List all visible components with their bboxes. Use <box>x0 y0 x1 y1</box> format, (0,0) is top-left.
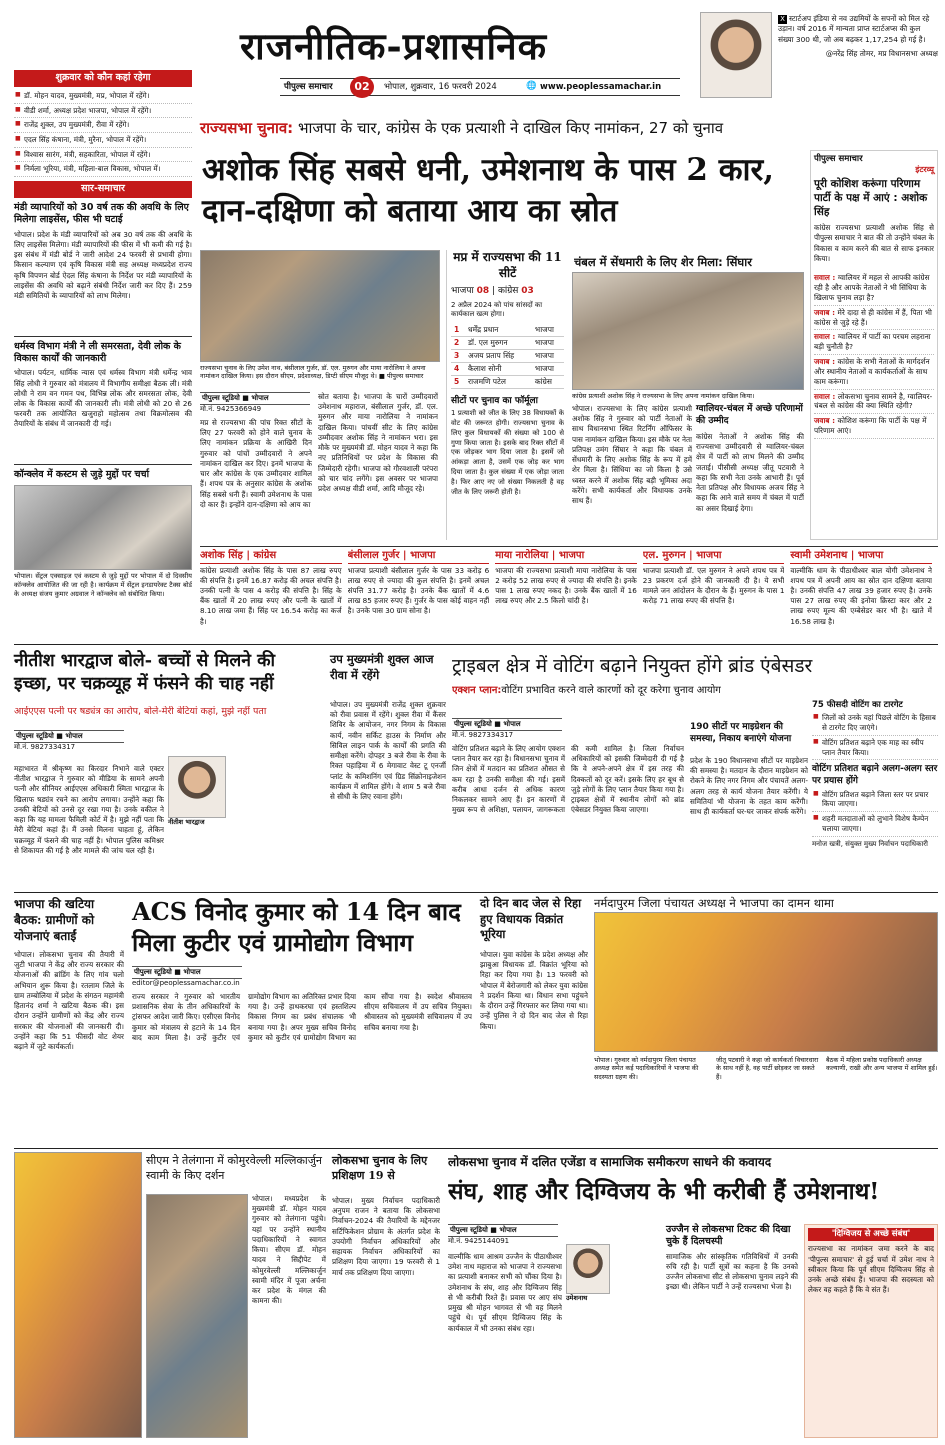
candidate-party: कांग्रेस <box>253 550 277 561</box>
list-item: ■ जिलों को उनके यहां पिछले वोटिंग के हिसाब से टारगेट दिए जाएंगे। <box>812 711 938 735</box>
qa-item <box>814 390 934 415</box>
list-item: ■ राजेंद्र शुक्ल, उप मुख्यमंत्री, रीवा में रहेंगे। <box>14 118 192 133</box>
lead-byline: पीपुल्स स्टूडियो ■ भोपाल <box>200 392 310 405</box>
story2-headline: धर्मस्व विभाग मंत्री ने ली समरसता, देवी लोक के विकास कार्यों की जानकारी <box>14 336 192 366</box>
candidate-party: भाजपा <box>410 550 436 561</box>
qa-label: सवाल : <box>814 391 838 401</box>
qa-item <box>814 330 934 355</box>
qa-item <box>814 355 934 390</box>
story3-caption: भोपाल। सेंट्रल एक्साइज एवं कस्टम से जुड़े मुद्दों पर भोपाल में दो दिवसीय कॉन्क्लेव आयोजित की जा रही है। कार्यक्रम में सेंट्रल इनडायरेक्ट टैक्स बोर्ड के अध्यक्ष संजय कुमार अग्रवाल ने कॉन्क्लेव को संबोधित किया। <box>14 571 192 599</box>
tribal-sidebar <box>812 700 938 890</box>
formula-headline: सीटों पर चुनाव का फॉर्मूला <box>451 396 538 407</box>
seats-bjp-count: 08 <box>476 286 490 297</box>
qa-label: सवाल : <box>814 332 838 342</box>
bhardwaj-body: महाभारत में श्रीकृष्ण का किरदार निभाने वाले एक्टर नीतीश भारद्वाज ने गुरुवार को मीडिया के सामने अपनी पत्नी और सीनियर आईएएस अधिकारी स्मिता भारद्वाज के खिलाफ षड्यंत्र रचने का आरोप लगाया। उन्होंने कहा कि उनकी बेटियों को उनसे दूर रखा गया है। उनके वकील ने कहा कि यह मामला फैमिली कोर्ट में है। मुझे नहीं पता कि मेरी बेटियां कहां हैं। मैं उनसे मिलना चाहता हूं, लेकिन चक्रव्यूह में फंसने की चाह नहीं है। भोपाल पुलिस कमिश्नर से शिकायत की गई है और मामले की जांच चल रही है। <box>14 764 164 855</box>
qa-text: कांग्रेस के सभी नेताओं के मार्गदर्शन और स्थानीय नेताओं व कार्यकर्ताओं के साथ काम करूंगा। <box>814 357 930 386</box>
candidate-body: भाजपा प्रत्याशी बंसीलाल गुर्जर के पास 33 करोड़ 6 लाख रुपए से ज्यादा की कुल संपत्ति है। इनमें अचल संपत्ति 31.77 करोड़ है। उनके बैंक खातों में 4.6 लाख 85 हजार रुपए हैं। गुर्जर के पास कोई वाहन नहीं है। उनके पास 30 ग्राम सोना है। <box>347 565 490 616</box>
list-item: ■ निर्मला भूरिया, मंत्री, महिला-बाल विकास, भोपाल में। <box>14 162 192 177</box>
lead-body-col2: स्रोत बताया है। भाजपा के चारों उम्मीदवारों उमेशनाथ महाराज, बंसीलाल गुर्जर, डॉ. एल. मुरुगन और माया नारोलिया ने नामांकन दाखिल किया। पांचवीं सीट के लिए कांग्रेस उम्मीदवार अशोक सिंह ने नामांकन भरा। इस मौके पर मुख्यमंत्री डॉ. मोहन यादव ने कहा कि नए प्रतिनिधियों पर प्रदेश के विकास की जिम्मेदारी रहेगी। भाजपा को गौरवशाली परंपरा को चार चांद लगेंगे। इस अवसर पर भाजपा प्रदेश अध्यक्ष वीडी शर्मा, आदि मौजूद रहे। <box>318 392 438 493</box>
seats-split: भाजपा 08 | कांग्रेस 03 <box>451 286 534 297</box>
candidate-body: कांग्रेस प्रत्याशी अशोक सिंह के पास 87 लाख रुपए की संपत्ति है। इनमें 16.87 करोड़ की अचल संपत्ति है। उनकी पत्नी के पास 4 करोड़ की संपत्ति है। सिंह के बैंक खातों में 20 लाख रुपए और पत्नी के खातों में 8.10 लाख जमा हैं। सिंह पर 16.54 करोड़ का कर्ज है। <box>200 565 342 626</box>
bhardwaj-headline: नीतीश भारद्वाज बोले- बच्चों से मिलने की इच्छा, पर चक्रव्यूह में फंसने की चाह नहीं <box>14 651 276 694</box>
member-number: 5 <box>451 376 465 389</box>
qa-item <box>814 306 934 331</box>
members-table <box>451 324 564 390</box>
story1-headline: मंडी व्यापारियों को 30 वर्ष तक की अवधि के लिए मिलेगा लाइसेंस, फीस भी घटाई <box>14 201 189 226</box>
tribal-kicker-label: एक्शन प्लान: <box>452 685 502 696</box>
candidate-card <box>200 549 342 635</box>
qa-text: मेरे दादा से ही कांग्रेस में हैं, पिता भी कांग्रेस से जुड़े रहे हैं। <box>814 307 932 327</box>
chambal-photo <box>572 272 804 390</box>
saar-header: सार-समाचार <box>14 181 192 198</box>
umesh-side-headline: उज्जैन से लोकसभा टिकट की दिखा चुके हैं दिलचस्पी <box>666 1224 791 1248</box>
seats-cong-count: 03 <box>521 286 534 297</box>
list-item: ■ वीडी शर्मा, अध्यक्ष प्रदेश भाजपा, भोपाल में रहेंगे। <box>14 104 192 119</box>
bhardwaj-byline: पीपुल्स स्टूडियो ■ भोपाल <box>14 730 124 743</box>
candidate-card <box>348 549 490 635</box>
page-number: 02 <box>350 76 374 98</box>
kcr-headline: सीएम ने तेलंगाना में कोमुरवेल्ली मल्लिकार्जुन स्वामी के किए दर्शन <box>146 1154 323 1182</box>
candidate-headline: एल. मुरुगन | भाजपा <box>643 549 785 564</box>
globe-icon: 🌐 <box>526 81 537 91</box>
conclave-photo <box>14 485 192 570</box>
lead-photo-caption: राज्यसभा चुनाव के लिए उमेश नाथ, बंसीलाल गुर्जर, डॉ. एल. मुरुगन और माया नारोलिया ने अपना नामांकन दाखिल किया। इस दौरान सीएम, प्रदेशाध्यक्ष, डिप्टी सीएम मौजूद थे। ■ पीपुल्स समाचार <box>200 364 426 381</box>
list-item: ■ डॉ. मोहन यादव, मुख्यमंत्री, मप्र, भोपाल में रहेंगे। <box>14 89 192 104</box>
candidate-name: माया नारोलिया <box>495 550 549 561</box>
tribal-side2-list <box>812 711 938 760</box>
khatiya-body: भोपाल। लोकसभा चुनाव की तैयारी में जुटी भाजपा ने केंद्र और राज्य सरकार की योजनाओं की ब्रांडिंग के लिए गांव चलो अभियान शुरू किया है। रतलाम जिले के ग्राम तम्बोलिया में प्रदेश के संगठन महामंत्री हितानंद शर्मा ने खटिया बैठक की। इस दौरान उन्होंने ग्रामीणों को केंद्र और राज्य सरकार की योजनाओं की जानकारी दी। उन्होंने कहा कि 51 फीसदी वोट शेयर बढ़ाने में जुटे कार्यकर्ता। <box>14 950 124 1051</box>
narmadapuram-headline: नर्मदापुरम जिला पंचायत अध्यक्ष ने भाजपा का दामन थामा <box>594 896 834 910</box>
story2-body: भोपाल। पर्यटन, धार्मिक न्यास एवं धर्मस्व विभाग मंत्री धर्मेन्द्र भाव सिंह लोधी ने गुरुवार को मंत्रालय में विभागीय समीक्षा बैठक ली। मंत्री लोधी ने राम वन गमन पथ, विभिन्न लोक और समरसता लोक, देवी लोक के विकास कार्यों की जानकारी ली। मंत्री लोधी को 20 से 26 फरवरी तक आयोजित खजुराहो महोत्सव तथा विक्रमोत्सव की तैयारियों के संबंध में जानकारी दी गई। <box>14 368 192 429</box>
seats-note: 2 अप्रैल 2024 को पांच सांसदों का कार्यकाल खत्म होगा। <box>451 301 543 319</box>
tribal-side3-headline: वोटिंग प्रतिशत बढ़ाने अलग-अलग स्तर पर प्रयास होंगे <box>812 764 938 787</box>
member-name: धर्मेंद्र प्रधान <box>465 324 532 337</box>
seats-cong-label: कांग्रेस <box>497 286 519 297</box>
chambal-caption: कांग्रेस प्रत्याशी अशोक सिंह ने राज्यसभा के लिए अपना नामांकन दाखिल किया। <box>572 392 755 400</box>
member-name: राजमणि पटेल <box>465 376 532 389</box>
acs-headline: ACS विनोद कुमार को 14 दिन बाद मिला कुटीर एवं ग्रामोद्योग विभाग <box>132 897 461 958</box>
candidate-headline: माया नारोलिया | भाजपा <box>495 549 637 564</box>
candidate-party: भाजपा <box>857 550 884 561</box>
kcr-photo <box>146 1194 248 1438</box>
list-item: ■ वोटिंग प्रतिशत बढ़ाने एक माह का स्वीप प्लान तैयार किया। <box>812 736 938 760</box>
member-number: 2 <box>451 336 465 349</box>
quote-author: @नरेंद्र सिंह तोमर, मप्र विधानसभा अध्यक्ष <box>825 49 938 59</box>
dateline-bar <box>280 78 680 96</box>
tribal-side3-body: मनोज खत्री, संयुक्त मुख्य निर्वाचन पदाधिकारी <box>812 839 928 848</box>
member-name: अजय प्रताप सिंह <box>465 349 532 362</box>
tribal-side1-body: प्रदेश के 190 विधानसभा सीटों पर माइग्रेशन की समस्या है। मतदान के दौरान माइग्रेशन को रोकने के लिए नगर निगम और पंचायतें अलग-अलग तरह से कार्य योजना तैयार करेंगी। ये समितियां भी योजना के तहत काम करेंगी। साथ ही कार्यकर्ता घर-घर जाकर संपर्क करेंगे। <box>690 756 808 817</box>
member-party: भाजपा <box>532 349 564 362</box>
umesh-headline: संघ, शाह और दिग्विजय के भी करीबी हैं उमेशनाथ! <box>448 1178 880 1205</box>
formula-body: 1 प्रत्याशी को जीत के लिए 38 विधायकों के वोट की जरूरत होगी। राज्यसभा चुनाव के लिए कुल विधायकों की संख्या को 100 से गुणा किया जाता है। इसके बाद रिक्त सीटों में एक जोड़कर भाग दिया जाता है। इसमें जो आंकड़ा आता है, उसमें एक जोड़ कर भाग दिया जाता है। कुल संख्या में एक जोड़ा जाता है। फिर आए नए जो संख्या निकलती है वह जीत के लिए जरूरी होती है। <box>451 409 564 496</box>
umesh-photo-caption: उमेशनाथ <box>566 1294 588 1302</box>
list-item: ■ एदल सिंह कंषाना, मंत्री, मुरैना, भोपाल में रहेंगे। <box>14 133 192 148</box>
candidate-body: भाजपा प्रत्याशी डॉ. एल मुरुगन ने अपने शपथ पत्र में 23 प्रकरण दर्ज होने की जानकारी दी है। ये सभी मामले जन आंदोलन के दौरान के हैं। मुरुगन के पास 1 करोड़ 71 लाख रुपए की संपत्ति है। <box>642 565 785 606</box>
seats-bjp-label: भाजपा <box>451 286 474 297</box>
member-party: कांग्रेस <box>532 376 564 389</box>
member-party: भाजपा <box>532 362 564 375</box>
qa-label: सवाल : <box>814 273 838 283</box>
story3-headline: कॉन्क्लेव में कस्टम से जुड़े मुद्दों पर चर्चा <box>14 464 192 481</box>
candidate-headline: बंसीलाल गुर्जर | भाजपा <box>348 549 490 564</box>
member-party: भाजपा <box>532 324 564 337</box>
candidate-headline: अशोक सिंह | कांग्रेस <box>200 549 342 564</box>
interview-box <box>810 150 938 540</box>
candidate-name: बंसीलाल गुर्जर <box>347 550 400 561</box>
website-link[interactable]: www.peoplessamachar.in <box>540 82 662 92</box>
left-rail <box>14 70 192 620</box>
khatiya-headline: भाजपा की खटिया बैठक: ग्रामीणों को योजनाएं बताईं <box>14 897 95 944</box>
kcr-body: भोपाल। मध्यप्रदेश के मुख्यमंत्री डॉ. मोहन यादव गुरुवार को तेलंगाना पहुंचे। यहां पर उन्होंने स्थानीय पदाधिकारियों ने स्वागत किया। सीएम डॉ. मोहन यादव ने सिद्दीपेट में कोमुरवेल्ली मल्लिकार्जुन स्वामी मंदिर में पूजा अर्चना कर प्रदेश के मंगल की कामना की। <box>252 1194 326 1306</box>
candidate-card <box>495 549 637 635</box>
brand-name: पीपुल्स समाचार <box>284 82 333 92</box>
table-row <box>451 376 564 389</box>
table-row <box>451 336 564 349</box>
umesh-side <box>666 1224 798 1438</box>
qa-text: लोकसभा चुनाव सामने है, ग्वालियर-चंबल से कांग्रेस की क्या स्थिति रहेगी? <box>814 391 933 411</box>
umesh-body: वाल्मीकि धाम आश्रम उज्जैन के पीठाधीश्वर उमेश नाथ महाराज को भाजपा ने राज्यसभा का प्रत्याशी बनाकर सभी को चौंका दिया है। उमेशनाथ के संघ, शाह और दिग्विजय सिंह से भी करीबी रिश्ते हैं। प्रवास पर आए संघ प्रमुख श्री मोहन भागवत से भी वह मिलने पहुंचे थे। पूर्व सीएम दिग्विजय सिंह के कार्यकाल में भी उनका संबंध रहा। <box>448 1252 562 1333</box>
gwalior-body: कांग्रेस नेताओं ने अशोक सिंह की राज्यसभा उम्मीदवारी से ग्वालियर-चंबल क्षेत्र में पार्टी को लाभ मिलने की उम्मीद जताई। पीसीसी अध्यक्ष जीतू पटवारी ने कहा कि सभी नेता उनके आभारी हैं। पूर्व नेता प्रतिपक्ष और विधायक अजय सिंह ने कहा कि आने वाले समय में चंबल में पार्टी का असर दिखाई देगा। <box>696 432 804 513</box>
list-item: ■ शहरी मतदाताओं को लुभाने विशेष कैम्पेन चलाया जाएगा। <box>812 812 938 836</box>
lead-headline: अशोक सिंह सबसे धनी, उमेशनाथ के पास 2 कार, दान-दक्षिणा को बताया आय का स्रोत <box>202 152 775 229</box>
member-number: 1 <box>451 324 465 337</box>
interview-brand: पीपुल्स समाचार <box>814 154 863 164</box>
chambal-headline: चंबल में सेंधमारी के लिए शेर मिला: सिंघार <box>574 255 752 269</box>
narmadapuram-caption1: भोपाल। गुरुवार को नर्मदापुरम जिला पंचायत अध्यक्ष समेत कई पदाधिकारियों ने भाजपा की सदस्यता ग्रहण की। <box>594 1056 699 1081</box>
dateline: भोपाल, शुक्रवार, 16 फरवरी 2024 <box>384 82 497 92</box>
lead-kicker-label: राज्यसभा चुनाव: <box>200 119 294 137</box>
narmadapuram-caption3: बैठक में महिला प्रकोष्ठ पदाधिकारी अध्यक्ष कल्याणी, राखी और अन्य भाजपा में शामिल हुईं। <box>826 1056 938 1073</box>
umesh-box-headline: 'दिग्विजय से अच्छे संबंध' <box>808 1228 934 1241</box>
candidate-headline: स्वामी उमेशनाथ | भाजपा <box>790 549 932 564</box>
qa-text: ग्वालियर में पार्टी का परचम लहराना बड़ी चुनौती है? <box>814 332 931 352</box>
author-photo <box>700 12 772 98</box>
x-icon: X <box>778 15 787 24</box>
chambal-body: भोपाल। राज्यसभा के लिए कांग्रेस प्रत्याशी अशोक सिंह ने गुरुवार को पार्टी नेताओं के साथ विधानसभा स्थित रिटर्निंग ऑफिसर के पास नामांकन दाखिल किया। इस मौके पर नेता प्रतिपक्ष उमंग सिंघार ने कहा कि चंबल में सेंधमारी के लिए अशोक सिंह के रूप में हमें शेर मिला है। सिंधिया का जो किला है उसे ध्वस्त करने में अशोक सिंह बड़ी भूमिका अदा करेंगे। सभी कार्यकर्ता और विधायक उनके साथ हैं। <box>572 404 692 505</box>
candidate-party: भाजपा <box>558 550 585 561</box>
bhardwaj-subhead: आईएएस पत्नी पर षड्यंत्र का आरोप, बोले-मेरी बेटियां कहां, मुझे नहीं पता <box>14 706 267 717</box>
tribal-side2-headline: 75 फीसदी वोटिंग का टारगेट <box>812 700 903 710</box>
gwalior-headline: ग्वालियर-चंबल में अच्छे परिणामों की उम्मीद <box>696 404 803 426</box>
narmadapuram-photo-main <box>594 912 938 1052</box>
table-row <box>451 349 564 362</box>
seats-box <box>446 250 564 540</box>
umesh-box <box>804 1224 938 1438</box>
whos-where-list <box>14 89 192 177</box>
member-party: भाजपा <box>532 336 564 349</box>
bhardwaj-phone: मो.नं. 9827334317 <box>14 743 76 751</box>
interview-intro: कांग्रेस राज्यसभा प्रत्याशी अशोक सिंह से पीपुल्स समाचार ने बात की तो उन्होंने चंबल के विकास व काम करने की बात से साफ इनकार किया। <box>814 223 934 263</box>
lead-photo <box>200 250 440 362</box>
seats-title: मप्र में राज्यसभा की 11 सीटें <box>453 250 562 280</box>
member-name: डॉ. एल मुरुगन <box>465 336 532 349</box>
candidate-body: वाल्मीकि धाम के पीठाधीश्वर बाल योगी उमेशनाथ ने शपथ पत्र में अपनी आय का स्रोत दान दक्षिणा बताया है। उनकी संपत्ति 47 लाख 39 हजार रुपए है। उनके पास 27 लाख रुपए की इनोवा क्रिस्टा कार और 2 लाख रुपए मूल्य की एम्बेसेडर कार भी है। खाते में 16.58 लाख है। <box>790 565 932 626</box>
interview-qa <box>814 271 934 439</box>
training-headline: लोकसभा चुनाव के लिए प्रशिक्षण 19 से <box>332 1154 428 1182</box>
qa-text: ग्वालियर में महल से आपकी कांग्रेस रही है और आपके नेताओं ने भी सिंधिया के खिलाफ चुनाव लड़ा है? <box>814 273 930 302</box>
table-row <box>451 362 564 375</box>
tribal-headline: ट्राइबल क्षेत्र में वोटिंग बढ़ाने नियुक्त होंगे ब्रांड एंबेसडर <box>452 655 813 677</box>
lead-body-col1: मप्र से राज्यसभा की पांच रिक्त सीटों के लिए 27 फरवरी को होने वाले चुनाव के लिए नामांकन प्रक्रिया के आखिरी दिन गुरुवार को पांचों उम्मीदवारों ने अपने नामांकन दाखिल कर दिए। इनमें भाजपा के चार और कांग्रेस के एक उम्मीदवार शामिल हैं। शपथ पत्र के अनुसार कांग्रेस के अशोक सिंह सबसे धनी हैं। स्वामी उमेशनाथ के पास दो कार हैं। इन्होंने दान-दक्षिणा को आय का <box>200 418 312 509</box>
acs-body: राज्य सरकार ने गुरुवार को भारतीय प्रशासनिक सेवा के तीन अधिकारियों के ट्रांसफर आदेश जारी किए। एसीएस विनोद कुमार को मंत्रालय से हटाने के 14 दिन बाद काम मिला है। उन्हें कुटीर एवं ग्रामोद्योग विभाग का अतिरिक्त प्रभार दिया गया है। उन्हें हाथकरघा एवं हस्तशिल्प विकास निगम का प्रबंध संचालक भी बनाया गया है। अपर मुख्य सचिव विनोद कुमार को कुटीर एवं ग्रामोद्योग विभाग का काम सौंपा गया है। स्वदेश श्रीवास्तव सीएम सचिवालय में उप सचिव नियुक्त। श्रीवास्तव को मुख्यमंत्री सचिवालय में उप सचिव बनाया गया है। <box>132 992 472 1042</box>
shukla-headline: उप मुख्यमंत्री शुक्ल आज रीवा में रहेंगे <box>330 652 434 682</box>
table-row <box>451 324 564 337</box>
list-item: ■ वोटिंग प्रतिशत बढ़ाने जिला स्तर पर प्रचार किया जाएगा। <box>812 788 938 812</box>
candidate-name: अशोक सिंह <box>200 550 243 561</box>
interview-tag: इंटरव्यू <box>915 165 934 175</box>
member-number: 4 <box>451 362 465 375</box>
tribal-side1-headline: 190 सीटों पर माइग्रेशन की समस्या, निकाय बनाएंगे योजना <box>690 722 792 744</box>
list-item: ■ विश्वास सारंग, मंत्री, सहकारिता, भोपाल में रहेंगे। <box>14 148 192 163</box>
lead-phone: मो.नं. 9425366949 <box>200 405 262 413</box>
story1-body: भोपाल। प्रदेश के मंडी व्यापारियों को अब 30 वर्ष तक की अवधि के लिए लाइसेंस मिलेगा। मंडी व्यापारियों की फीस में भी कमी की गई है। इस संबंध में मंडी बोर्ड ने जारी आदेश 24 फरवरी से प्रभावी होगा। किसान कल्याण एवं कृषि विकास मंत्री सह अध्यक्ष मध्यप्रदेश राज्य कृषि विपणन बोर्ड ऐदल सिंह कंषाना के निर्देश पर मंडी व्यापारियों के लाइसेंस की अवधि को बढ़ाने संबंधी निर्देश जारी कर दिए हैं। 259 मंडी समितियों के व्यापारियों को लाभ मिलेगा। <box>14 229 192 300</box>
umesh-box-body: राज्यसभा का नामांकन जमा करने के बाद 'पीपुल्स समाचार' से हुई चर्चा में उमेश नाथ ने स्वीकार किया कि पूर्व सीएम दिग्विजय सिंह से उनके अच्छे संबंध हैं। भाजपा की सदस्यता को लेकर वह कहते हैं कि वे संत हैं। <box>808 1244 934 1295</box>
qa-text: कोशिश करूंगा कि पार्टी के पक्ष में परिणाम आएं। <box>814 416 927 436</box>
shukla-body: भोपाल। उप मुख्यमंत्री राजेंद्र शुक्ल शुक्रवार को रीवा प्रवास में रहेंगे। शुक्ल रीवा में कैंसर शिविर के आयोजन, नगर निगम के विकास कार्य, नवीन सर्किट हाउस के निर्माण और सिविल लाइन पार्क के कार्यों की प्रगति की समीक्षा करेंगे। दोपहर 3 बजे रीवा के रीवा के रिक्त पहाड़िया में 6 मेगावाट वेस्ट टू एनर्जी प्लांट के कमिशनिंग एवं ग्रिड सिंक्रोनाइजेशन कार्यक्रम में शामिल होंगे। वे शाम 5 बजे रीवा से सीधी के लिए रवाना होंगे। <box>330 700 446 801</box>
bhardwaj-photo <box>168 756 226 818</box>
whos-where-header: शुक्रवार को कौन कहां रहेगा <box>14 70 192 87</box>
quote-box <box>778 14 938 102</box>
acs-email[interactable]: editor@peoplessamachar.co.in <box>132 979 240 987</box>
qa-label: जवाब : <box>814 416 838 426</box>
umesh-kicker: लोकसभा चुनाव में दलित एजेंडा व सामाजिक समीकरण साधने की कवायद <box>448 1155 772 1169</box>
tribal-body: वोटिंग प्रतिशत बढ़ाने के लिए आयोग एक्शन प्लान तैयार कर रहा है। विधानसभा चुनाव में जिन क्षेत्रों में मतदान का प्रतिशत औसत से कम रहा है उनकी समीक्षा की गई। इसमें करीब आधा दर्जन से अधिक कारण निकलकर सामने आए हैं। इन कारणों में मुख्य रूप से अशिक्षा, पलायन, जागरूकता की कमी शामिल है। जिला निर्वाचन अधिकारियों को इसकी जिम्मेदारी दी गई है कि वे अपने-अपने क्षेत्र में इस तरह की दिक्कतों को दूर करें। इसके लिए हर बूथ से जुड़े लोगों के लिए प्लान तैयार किया गया है। ट्राइबल क्षेत्रों में स्थानीय लोगों को ब्रांड एंबेसडर नियुक्त किया जाएगा। <box>452 744 684 815</box>
candidate-card <box>643 549 785 635</box>
candidate-name: स्वामी उमेशनाथ <box>790 550 848 561</box>
interview-headline: पूरी कोशिश करूंगा परिणाम पार्टी के पक्ष में आएं : अशोक सिंह <box>814 178 928 218</box>
candidates-row <box>200 546 938 636</box>
qa-label: जवाब : <box>814 307 838 317</box>
qa-item <box>814 414 934 439</box>
quote-text: स्टार्टअप इंडिया से नव उद्यमियों के सपनों को मिल रहे उड़ान। वर्ष 2016 में मान्यता प्राप्त स्टार्टअप्स की कुल संख्या 300 थी, जो अब बढ़कर 1,17,254 हो गई है। <box>778 14 930 44</box>
umesh-byline: पीपुल्स स्टूडियो ■ भोपाल <box>448 1224 558 1237</box>
lead-kicker-text: भाजपा के चार, कांग्रेस के एक प्रत्याशी ने दाखिल किए नामांकन, 27 को चुनाव <box>297 119 724 137</box>
tribal-byline: पीपुल्स स्टूडियो ■ भोपाल <box>452 718 562 731</box>
qa-label: जवाब : <box>814 357 838 367</box>
acs-byline: पीपुल्स स्टूडियो ■ भोपाल <box>132 966 242 979</box>
section-title: राजनीतिक-प्रशासनिक <box>240 24 548 68</box>
bhuria-headline: दो दिन बाद जेल से रिहा हुए विधायक विक्रांत भूरिया <box>480 896 582 942</box>
umesh-phone: मो.नं. 9425144091 <box>448 1237 510 1245</box>
narmadapuram-caption2: जीतू पटवारी ने कहा जो कार्यकर्ता विचारधारा के साथ नहीं है, वह पार्टी छोड़कर जा सकते हैं। <box>716 1056 819 1081</box>
tribal-kicker-text: वोटिंग प्रभावित करने वाले कारणों को दूर करेगा चुनाव आयोग <box>501 685 721 696</box>
candidate-name: एल. मुरुगन <box>642 550 686 561</box>
lead-kicker <box>200 118 740 138</box>
candidate-party: भाजपा <box>696 550 722 561</box>
candidate-card <box>790 549 932 635</box>
tribal-phone: मो.नं. 9827334317 <box>452 731 514 739</box>
bhuria-body: भोपाल। युवा कांग्रेस के प्रदेश अध्यक्ष और झाबुआ विधायक डॉ. विक्रांत भूरिया को रिहा कर दिया गया है। 13 फरवरी को भोपाल में बेरोजगारी को लेकर युवा कांग्रेस ने प्रदर्शन किया था। विधान सभा पहुंचने के दौरान उन्हें गिरफ्तार कर लिया गया था। उन्हें पुलिस ने दो दिन बाद जेल से रिहा किया। <box>480 950 588 1031</box>
member-number: 3 <box>451 349 465 362</box>
masthead <box>200 8 690 108</box>
candidate-body: भाजपा की राज्यसभा प्रत्याशी माया नारोलिया के पास 2 करोड़ 52 लाख रुपए से ज्यादा की संपत्ति है। इनके पास 1 लाख रुपए नकद है। उनके बैंक खातों में 16 लाख रुपए और 2.5 किलो चांदी है। <box>495 565 637 606</box>
training-body: भोपाल। मुख्य निर्वाचन पदाधिकारी अनुपम राजन ने बताया कि लोकसभा निर्वाचन-2024 की तैयारियों के मद्देनजर सर्टिफिकेशन प्रोग्राम के अंतर्गत प्रदेश के उपयोगी निर्वाचन अधिकारियों और सहायक निर्वाचन अधिकारियों का प्रशिक्षण दिया जाएगा। 19 फरवरी से 1 मार्च तक प्रशिक्षण दिया जाएगा। <box>332 1196 440 1277</box>
qa-item <box>814 271 934 306</box>
temple-photo <box>14 1152 142 1438</box>
umesh-photo <box>566 1244 610 1294</box>
tribal-kicker <box>452 684 812 698</box>
tribal-side3-list <box>812 788 938 837</box>
umesh-side-body: सामाजिक और सांस्कृतिक गतिविधियों में उनकी रुचि रही है। पार्टी सूत्रों का कहना है कि उनको उज्जैन लोकसभा सीट से लोकसभा चुनाव लड़ने की इच्छा थी। लेकिन पार्टी ने उन्हें राज्यसभा भेजा है। <box>666 1251 798 1292</box>
bhardwaj-photo-caption: नीतीश भारद्वाज <box>168 818 205 826</box>
member-name: कैलाश सोनी <box>465 362 532 375</box>
